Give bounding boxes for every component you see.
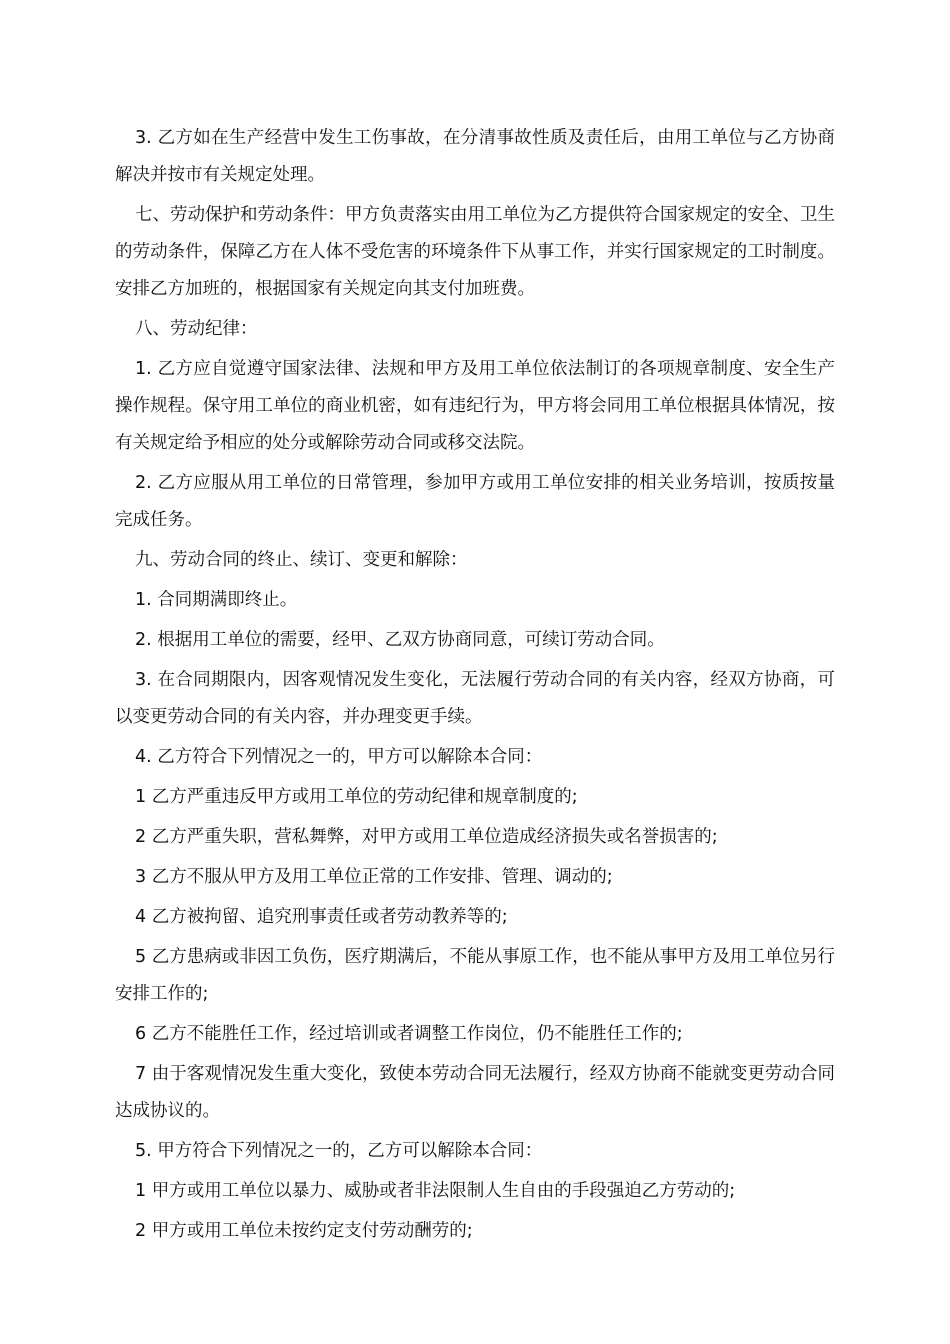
paragraph-termination-1: 1. 合同期满即终止。 xyxy=(135,590,298,610)
paragraph-termination-5: 5. 甲方符合下列情况之一的，乙方可以解除本合同： xyxy=(135,1141,543,1161)
paragraph-discipline-1: 1. 乙方应自觉遵守国家法律、法规和甲方及用工单位依法制订的各项规章制度、安全生产操作规程。保守用工单位的商业机密，如有违纪行为，甲方将会同用工单位根据具体情况，按有关规定给予相应的处分或解除劳动合同或移交法院。 xyxy=(115,359,835,453)
paragraph-discipline-2: 2. 乙方应服从用工单位的日常管理，参加甲方或用工单位安排的相关业务培训，按质按量完成任务。 xyxy=(115,473,835,530)
paragraph-termination-3: 3. 在合同期限内，因客观情况发生变化，无法履行劳动合同的有关内容，经双方协商，可以变更劳动合同的有关内容，并办理变更手续。 xyxy=(115,670,835,727)
list-item-party-b-1: 1 乙方严重违反甲方或用工单位的劳动纪律和规章制度的; xyxy=(135,787,578,807)
paragraph-termination-4: 4. 乙方符合下列情况之一的，甲方可以解除本合同： xyxy=(135,747,543,767)
heading-contract-termination: 九、劳动合同的终止、续订、变更和解除： xyxy=(135,550,468,570)
paragraph-termination-2: 2. 根据用工单位的需要，经甲、乙双方协商同意，可续订劳动合同。 xyxy=(135,630,665,650)
paragraph-work-injury: 3. 乙方如在生产经营中发生工伤事故，在分清事故性质及责任后，由用工单位与乙方协商解决并按市有关规定处理。 xyxy=(115,128,835,185)
paragraph-labor-protection: 七、劳动保护和劳动条件：甲方负责落实由用工单位为乙方提供符合国家规定的安全、卫生的劳动条件，保障乙方在人体不受危害的环境条件下从事工作，并实行国家规定的工时制度。安排乙方加班的，根据国家有关规定向其支付加班费。 xyxy=(115,205,835,299)
list-item-party-a-2: 2 甲方或用工单位未按约定支付劳动酬劳的; xyxy=(135,1221,473,1241)
list-item-party-b-5: 5 乙方患病或非因工负伤，医疗期满后，不能从事原工作，也不能从事甲方及用工单位另行安排工作的; xyxy=(115,947,835,1004)
list-item-party-b-2: 2 乙方严重失职，营私舞弊，对甲方或用工单位造成经济损失或名誉损害的; xyxy=(135,827,718,847)
list-item-party-b-6: 6 乙方不能胜任工作，经过培训或者调整工作岗位，仍不能胜任工作的; xyxy=(135,1024,683,1044)
heading-labor-discipline: 八、劳动纪律： xyxy=(135,319,258,339)
list-item-party-b-3: 3 乙方不服从甲方及用工单位正常的工作安排、管理、调动的; xyxy=(135,867,613,887)
list-item-party-a-1: 1 甲方或用工单位以暴力、威胁或者非法限制人生自由的手段强迫乙方劳动的; xyxy=(135,1181,736,1201)
document-page xyxy=(115,120,835,1253)
list-item-party-b-4: 4 乙方被拘留、追究刑事责任或者劳动教养等的; xyxy=(135,907,508,927)
list-item-party-b-7: 7 由于客观情况发生重大变化，致使本劳动合同无法履行，经双方协商不能就变更劳动合同达成协议的。 xyxy=(115,1064,835,1121)
